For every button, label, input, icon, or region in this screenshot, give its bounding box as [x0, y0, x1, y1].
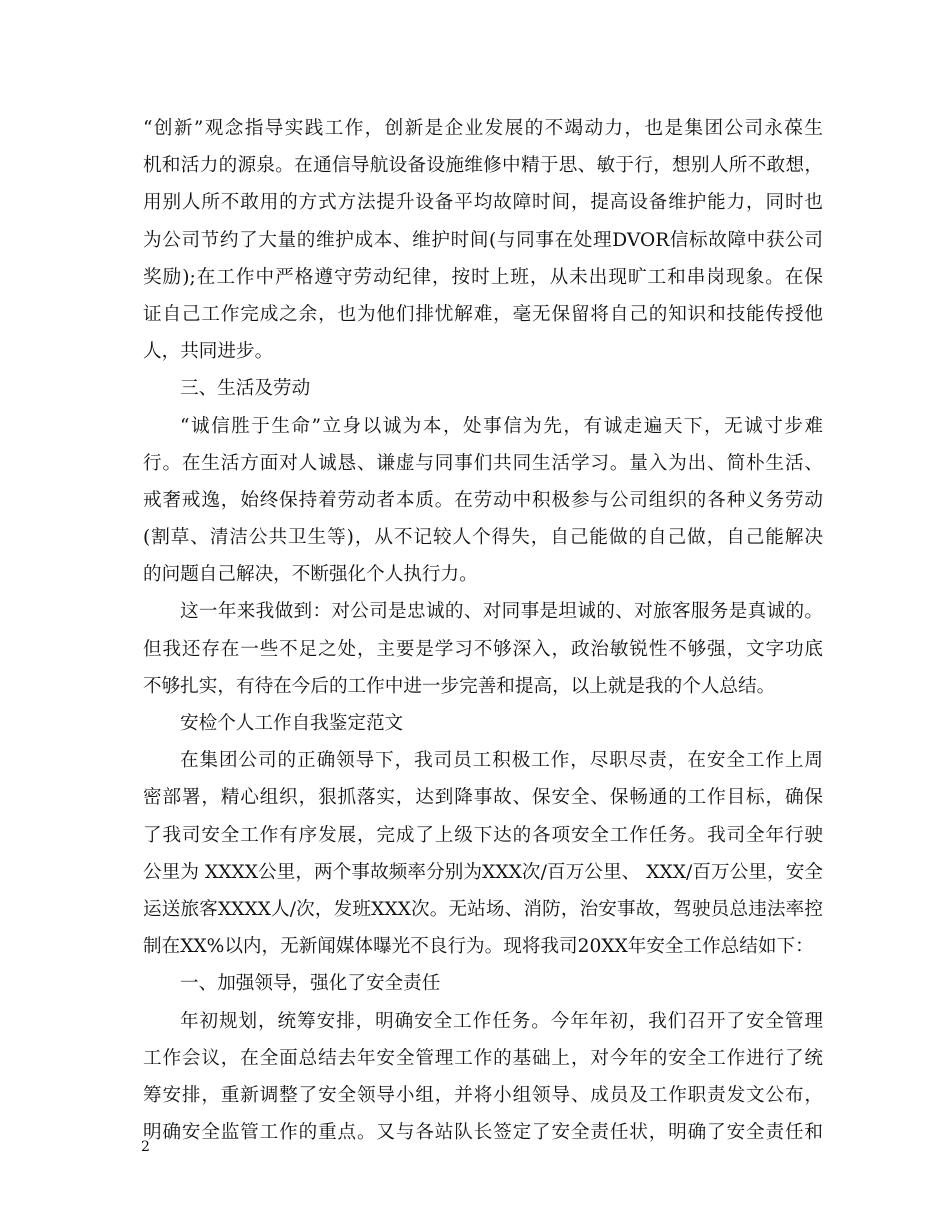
document-body: [143, 110, 823, 1151]
text-line: 在集团公司的正确领导下，我司员工积极工作，尽职尽责，在安全工作上周: [180, 750, 823, 772]
text-line: “创新”观念指导实践工作，创新是企业发展的不竭动力，也是集团公司永葆生: [143, 118, 823, 139]
text-line: 密部署，精心组织，狠抓落实，达到降事故、保安全、保畅通的工作目标，确保: [143, 787, 823, 809]
text-line: 不够扎实，有待在今后的工作中进一步完善和提高，以上就是我的个人总结。: [143, 675, 776, 697]
page-number: 2: [141, 1139, 150, 1155]
text-line: 年初规划，统筹安排，明确安全工作任务。今年年初，我们召开了安全管理: [180, 1010, 823, 1032]
text-line: 奖励);在工作中严格遵守劳动纪律，按时上班，从未出现旷工和串岗现象。在保: [143, 266, 823, 288]
text-line: 筹安排，重新调整了安全领导小组，并将小组领导、成员及工作职责发文公布，: [143, 1084, 823, 1106]
text-line: 但我还存在一些不足之处，主要是学习不够深入，政治敏锐性不够强，文字功底: [143, 638, 823, 660]
text-line: 工作会议，在全面总结去年安全管理工作的基础上，对今年的安全工作进行了统: [143, 1047, 823, 1069]
text-line: 这一年来我做到：对公司是忠诚的、对同事是坦诚的、对旅客服务是真诚的。: [180, 601, 823, 623]
text-line: (割草、清洁公共卫生等)，从不记较人个得失，自己能做的自己做，自己能解决: [143, 527, 823, 549]
section-heading: 三、生活及劳动: [180, 378, 311, 400]
text-line: 了我司安全工作有序发展，完成了上级下达的各项安全工作任务。我司全年行驶: [143, 824, 823, 846]
text-line: 人，共同进步。: [143, 341, 274, 363]
text-line: 的问题自己解决，不断强化个人执行力。: [143, 564, 478, 586]
text-line: 证自己工作完成之余，也为他们排忧解难，毫无保留将自己的知识和技能传授他: [143, 303, 823, 325]
text-line: 机和活力的源泉。在通信导航设备设施维修中精于思、敏于行，想别人所不敢想，: [143, 155, 823, 177]
text-line: 为公司节约了大量的维护成本、维护时间(与同事在处理DVOR信标故障中获公司: [143, 229, 823, 251]
text-line: “诚信胜于生命”立身以诚为本，处事信为先，有诚走遍天下，无诚寸步难: [180, 415, 823, 437]
text-line: 用别人所不敢用的方式方法提升设备平均故障时间，提高设备维护能力，同时也: [143, 192, 823, 214]
section-heading: 一、加强领导，强化了安全责任: [180, 973, 441, 995]
text-line: 明确安全监管工作的重点。又与各站队长签定了安全责任状，明确了安全责任和: [143, 1122, 823, 1144]
section-heading: 安检个人工作自我鉴定范文: [180, 713, 404, 734]
text-line: 行。在生活方面对人诚恳、谦虚与同事们共同生活学习。量入为出、简朴生活、: [143, 452, 823, 474]
text-line: 制在XX%以内，无新闻媒体曝光不良行为。现将我司20XX年安全工作总结如下：: [143, 936, 814, 958]
text-line: 运送旅客XXXX人/次，发班XXX次。无站场、消防，治安事故，驾驶员总违法率控: [143, 898, 823, 920]
text-line: 戒奢戒逸，始终保持着劳动者本质。在劳动中积极参与公司组织的各种义务劳动: [143, 489, 823, 511]
text-line: 公里为 XXXX公里，两个事故频率分别为XXX次/百万公里、 XXX/百万公里，安全: [143, 861, 823, 883]
